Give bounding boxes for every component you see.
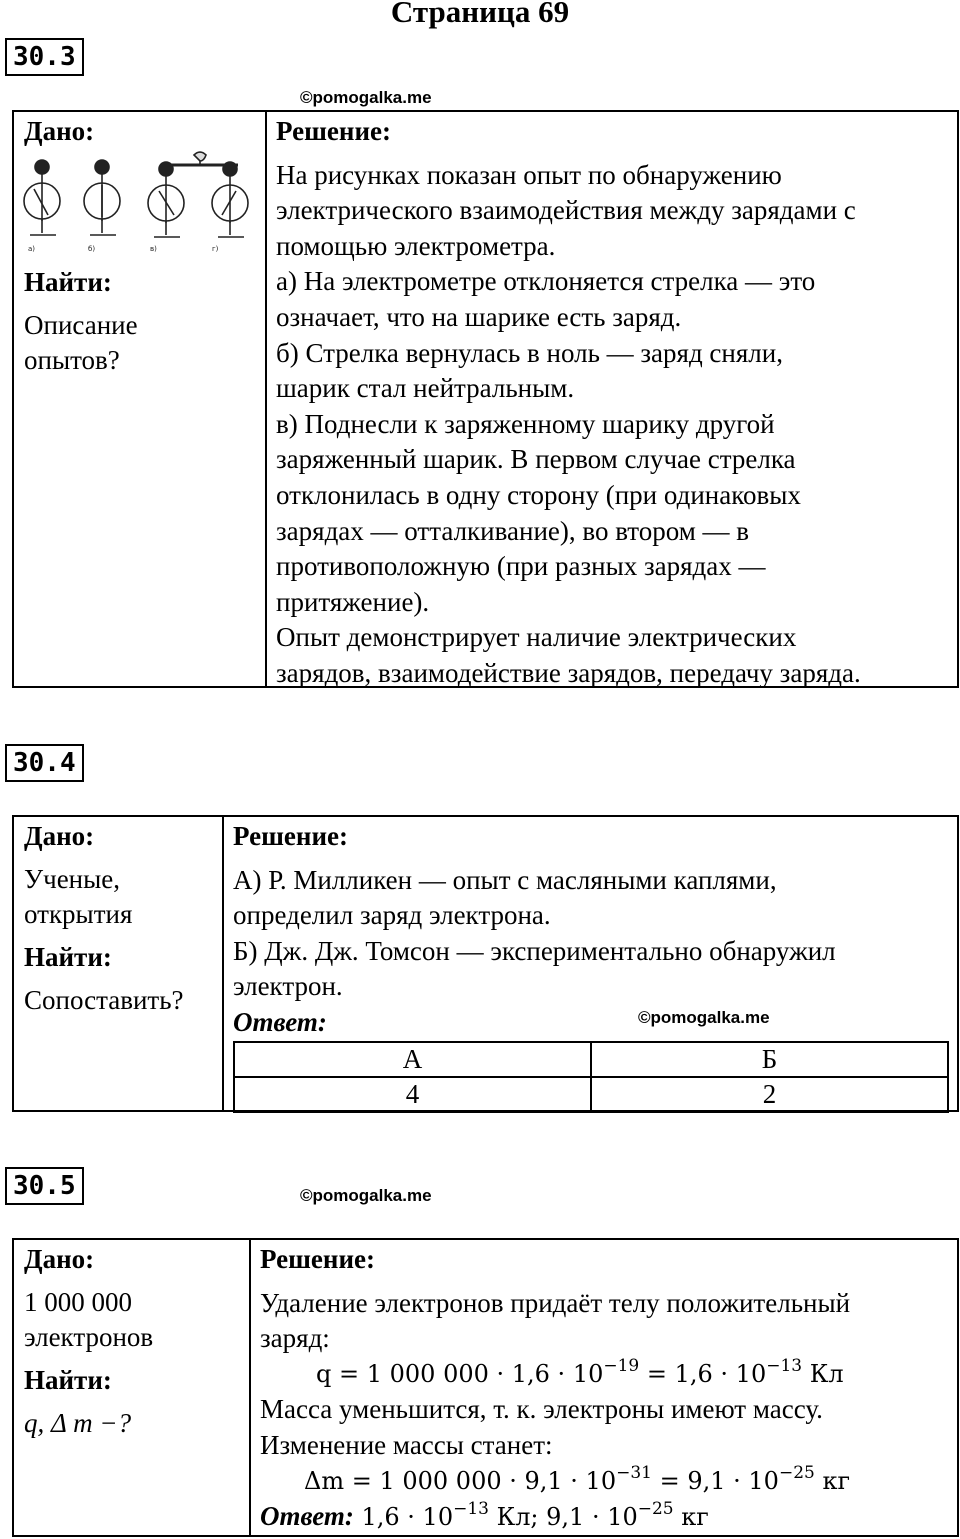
task-30-3-box <box>12 110 959 688</box>
solution-line: На рисунках показан опыт по обнаружению <box>276 159 782 190</box>
solution-line: заряд: <box>260 1323 330 1354</box>
electrometer-b-icon <box>84 160 120 235</box>
solution-column <box>267 112 957 686</box>
solution-line: определил заряд электрона. <box>233 900 551 931</box>
solution-label: Решение: <box>260 1244 375 1274</box>
solution-line: Изменение массы станет: <box>260 1429 553 1460</box>
solution-line: противоположную (при разных зарядах — <box>276 551 766 582</box>
answer-label: Ответ: <box>260 1501 354 1532</box>
solution-line: помощью электрометра. <box>276 230 556 261</box>
answer-value: $1,6 \cdot 10^{-13}$ Кл; $9,1 \cdot 10^{-25}$ кг <box>353 1499 709 1532</box>
answer-table-cell: 4 <box>234 1077 591 1112</box>
charge-formula: q = 1 000 $000 \cdot 1,6 \cdot 10^{-19} = 1,6 \cdot 10^{-13}$ Кл <box>316 1355 844 1388</box>
task-number-30-3: 30.3 <box>5 38 84 76</box>
given-text: электронов <box>24 1322 154 1352</box>
task-30-5-box <box>12 1238 959 1537</box>
solution-line: А) Р. Милликен — опыт с масляными каплями, <box>233 864 777 895</box>
solution-line: Б) Дж. Дж. Томсон — экспериментально обнаружил <box>233 935 836 966</box>
solution-line: электрического взаимодействия между зарядами с <box>276 195 856 226</box>
page-title: Страница 69 <box>390 0 570 29</box>
solution-line: Масса уменьшится, т. к. электроны имеют массу. <box>260 1394 823 1425</box>
given-text: 1 000 000 <box>24 1287 132 1317</box>
given-column <box>14 112 267 686</box>
mass-formula: Δm = 1 000 $000 \cdot 9,1 \cdot 10^{-31} = 9,1 \cdot 10^{-25}$ кг <box>304 1462 851 1495</box>
answer-table-cell: Б <box>591 1042 948 1077</box>
figure-letter-a: а) <box>28 245 36 253</box>
given-column <box>14 817 224 1110</box>
answer-table-header-row <box>234 1042 948 1077</box>
solution-line: электрон. <box>233 971 343 1002</box>
task-30-4-box <box>12 815 959 1112</box>
answer-table-cell: 2 <box>591 1077 948 1112</box>
given-text: Ученые, <box>24 864 121 894</box>
find-text: опытов? <box>24 345 120 375</box>
find-text: Сопоставить? <box>24 985 184 1015</box>
figure-letter-c: в) <box>150 245 157 253</box>
solution-line: в) Поднесли к заряженному шарику другой <box>276 408 775 439</box>
solution-line: зарядах — отталкивание), во втором — в <box>276 515 750 546</box>
given-label: Дано: <box>24 116 95 146</box>
solution-line: зарядов, взаимодействие зарядов, передачу заряда. <box>276 657 861 688</box>
given-label: Дано: <box>24 1244 95 1274</box>
watermark: ©pomogalka.me <box>300 1186 432 1205</box>
given-label: Дано: <box>24 821 95 851</box>
electrometer-figure <box>22 151 252 259</box>
solution-column <box>224 817 957 1110</box>
find-label: Найти: <box>24 267 112 297</box>
task-number-30-4: 30.4 <box>5 744 84 782</box>
answer-label: Ответ: <box>233 1006 327 1037</box>
solution-label: Решение: <box>233 821 348 851</box>
find-label: Найти: <box>24 1365 112 1395</box>
given-text: открытия <box>24 899 133 929</box>
answer-table-value-row <box>234 1077 948 1112</box>
watermark: ©pomogalka.me <box>300 88 432 107</box>
solution-line: а) На электрометре отклоняется стрелка — это <box>276 266 816 297</box>
solution-line: означает, что на шарике есть заряд. <box>276 301 682 332</box>
electrometer-a-icon <box>24 160 60 235</box>
answer-table-cell: А <box>234 1042 591 1077</box>
find-text: Описание <box>24 310 138 340</box>
answer-table <box>233 1041 949 1113</box>
electrometer-c-icon <box>148 162 184 237</box>
electrometer-d-icon <box>212 162 248 237</box>
solution-line: Удаление электронов придаёт телу положительный <box>260 1287 851 1318</box>
watermark: ©pomogalka.me <box>638 1008 770 1027</box>
figure-letter-b: б) <box>88 245 96 253</box>
solution-line: Опыт демонстрирует наличие электрических <box>276 622 797 653</box>
solution-line: шарик стал нейтральным. <box>276 373 575 404</box>
solution-label: Решение: <box>276 116 391 146</box>
solution-column <box>251 1240 957 1535</box>
given-column <box>14 1240 251 1535</box>
solution-line: заряженный шарик. В первом случае стрелка <box>276 444 796 475</box>
figure-letter-d: г) <box>212 245 219 253</box>
answer-line <box>260 1499 949 1536</box>
solution-line: б) Стрелка вернулась в ноль — заряд сняли, <box>276 337 783 368</box>
solution-line: отклонилась в одну сторону (при одинаковых <box>276 479 801 510</box>
task-number-30-5: 30.5 <box>5 1167 84 1205</box>
find-text: q, Δ m −? <box>24 1408 132 1438</box>
solution-line: притяжение). <box>276 586 430 617</box>
find-label: Найти: <box>24 942 112 972</box>
